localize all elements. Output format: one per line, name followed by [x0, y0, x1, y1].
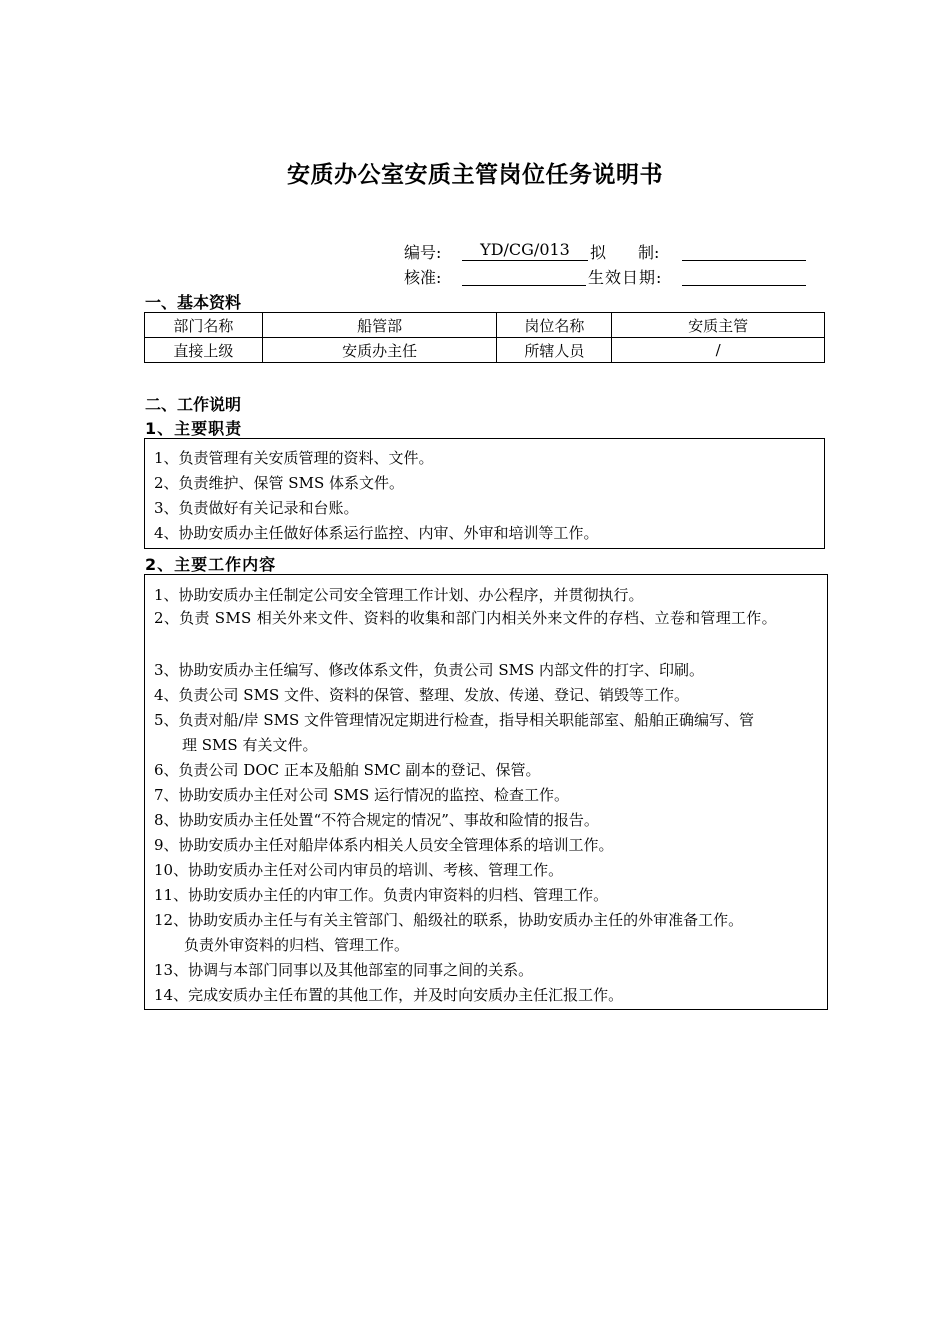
duties-box [144, 438, 825, 549]
approve-label: 核准: [404, 268, 442, 287]
table-cell: 岗位名称 [497, 313, 612, 338]
list-item: 3、协助安质办主任编写、修改体系文件，负责公司 SMS 内部文件的打字、印刷。 [154, 661, 704, 679]
table-cell: 直接上级 [145, 338, 263, 363]
list-item: 3、负责做好有关记录和台账。 [154, 499, 359, 517]
duties-heading: 1、主要职责 [145, 419, 243, 438]
list-item: 6、负责公司 DOC 正本及船舶 SMC 副本的登记、保管。 [154, 761, 541, 779]
list-item: 12、协助安质办主任与有关主管部门、船级社的联系，协助安质办主任的外审准备工作。 [154, 911, 744, 929]
list-item-continuation: 负责外审资料的归档、管理工作。 [184, 936, 410, 954]
draft-blank [682, 240, 806, 261]
section-basic-heading: 一、基本资料 [145, 293, 242, 312]
table-cell: 船管部 [262, 313, 497, 338]
basic-info-table [144, 312, 825, 363]
section-work-heading: 二、工作说明 [145, 395, 242, 414]
approve-blank [462, 265, 586, 286]
list-item: 1、负责管理有关安质管理的资料、文件。 [154, 449, 434, 467]
meta-row-1 [0, 240, 950, 262]
meta-row-2 [0, 265, 950, 287]
list-item: 14、完成安质办主任布置的其他工作，并及时向安质办主任汇报工作。 [154, 986, 624, 1004]
list-item-continuation: 理 SMS 有关文件。 [182, 736, 318, 754]
list-item: 4、负责公司 SMS 文件、资料的保管、整理、发放、传递、登记、销毁等工作。 [154, 686, 689, 704]
table-cell: 安质主管 [612, 313, 825, 338]
list-item: 9、协助安质办主任对船岸体系内相关人员安全管理体系的培训工作。 [154, 836, 614, 854]
table-cell: / [612, 338, 825, 363]
draft-label: 拟 制: [590, 243, 660, 262]
list-item: 2、负责 SMS 相关外来文件、资料的收集和部门内相关外来文件的存档、立卷和管理工作。 [154, 609, 777, 627]
list-item: 2、负责维护、保管 SMS 体系文件。 [154, 474, 404, 492]
table-cell: 安质办主任 [262, 338, 497, 363]
list-item: 8、协助安质办主任处置“不符合规定的情况”、事故和险情的报告。 [154, 811, 599, 829]
table-row [145, 338, 825, 363]
list-item: 7、协助安质办主任对公司 SMS 运行情况的监控、检查工作。 [154, 786, 569, 804]
table-row [145, 313, 825, 338]
table-cell: 所辖人员 [497, 338, 612, 363]
effective-label: 生效日期: [588, 268, 663, 287]
list-item: 4、协助安质办主任做好体系运行监控、内审、外审和培训等工作。 [154, 524, 599, 542]
table-cell: 部门名称 [145, 313, 263, 338]
document-title: 安质办公室安质主管岗位任务说明书 [287, 162, 663, 188]
list-item: 11、协助安质办主任的内审工作。负责内审资料的归档、管理工作。 [154, 886, 609, 904]
code-value: YD/CG/013 [462, 240, 588, 261]
list-item: 1、协助安质办主任制定公司安全管理工作计划、办公程序，并贯彻执行。 [154, 586, 644, 604]
list-item: 5、负责对船/岸 SMS 文件管理情况定期进行检查，指导相关职能部室、船舶正确编写、管 [154, 711, 755, 729]
list-item: 13、协调与本部门同事以及其他部室的同事之间的关系。 [154, 961, 534, 979]
content-heading: 2、主要工作内容 [145, 555, 277, 574]
content-box [144, 574, 828, 1010]
effective-blank [682, 265, 806, 286]
list-item: 10、协助安质办主任对公司内审员的培训、考核、管理工作。 [154, 861, 564, 879]
code-label: 编号: [404, 243, 442, 262]
